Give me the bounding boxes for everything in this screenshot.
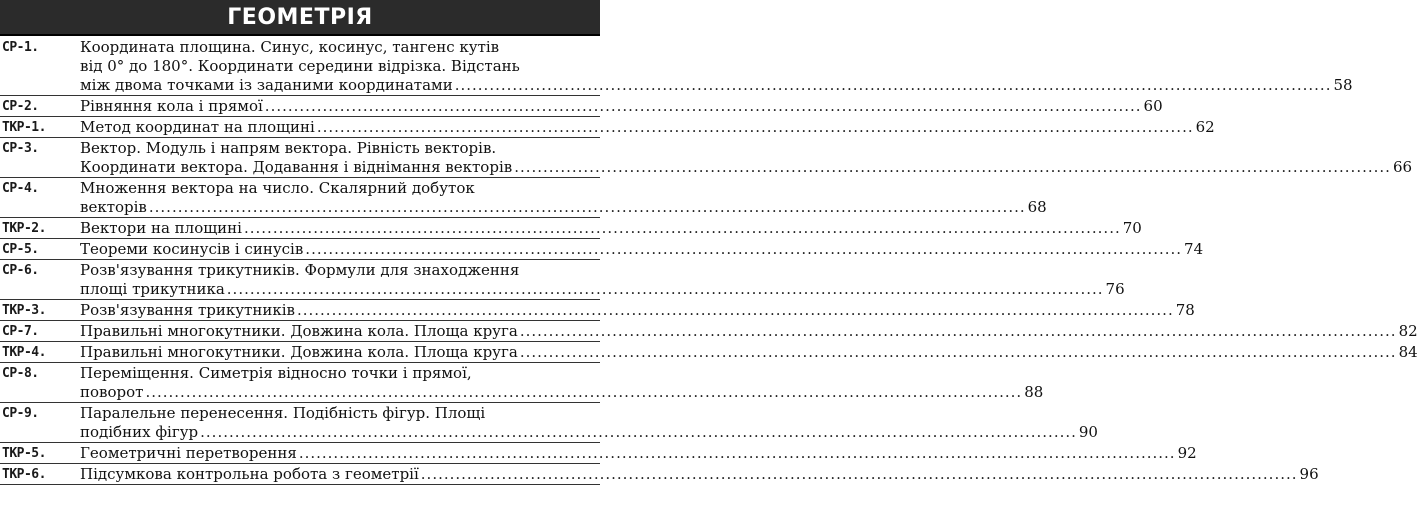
entry-code: СР-9. — [2, 406, 39, 421]
entry-code: СР-3. — [2, 141, 39, 156]
dot-leader — [520, 322, 1397, 341]
dot-leader — [514, 158, 1391, 177]
entry-title-line: Паралельне перенесення. Подібність фігур. Площі — [80, 404, 486, 422]
entry-last-line — [80, 465, 1319, 484]
entry-last-line — [80, 219, 1142, 238]
section-banner — [0, 0, 600, 36]
entry-code: СР-6. — [2, 263, 39, 278]
dot-leader — [455, 76, 1332, 95]
toc-entry[interactable] — [0, 117, 1215, 138]
entry-body — [80, 97, 1166, 116]
entry-code: СР-4. — [2, 181, 39, 196]
entry-code: ТКР-1. — [2, 120, 46, 135]
entry-title-line: площі трикутника — [80, 280, 225, 298]
page-number: 74 — [1184, 240, 1204, 258]
entry-last-line — [80, 158, 1412, 177]
entry-title-line: поворот — [80, 383, 144, 401]
entry-code: СР-5. — [2, 242, 39, 257]
entry-title-line: Розв'язування трикутників. Формули для знаходження — [80, 261, 520, 279]
entry-body — [80, 301, 1198, 320]
page-number: 82 — [1398, 322, 1418, 340]
toc-entry[interactable] — [0, 178, 1047, 218]
dot-leader — [149, 198, 1026, 217]
entry-title-line: Вектори на площині — [80, 219, 242, 237]
entry-title-line: Координата площина. Синус, косинус, тангенс кутів — [80, 38, 500, 56]
entry-last-line — [80, 301, 1195, 320]
dot-leader — [297, 301, 1174, 320]
entry-last-line — [80, 76, 1353, 95]
dot-leader — [305, 240, 1182, 259]
page-number: 60 — [1143, 97, 1163, 115]
entry-body — [80, 444, 1200, 463]
entry-last-line — [80, 383, 1043, 402]
entry-last-line — [80, 322, 1418, 341]
entry-code: ТКР-5. — [2, 446, 46, 461]
entry-title-line: Метод координат на площині — [80, 118, 315, 136]
dot-leader — [227, 280, 1104, 299]
entry-code: СР-1. — [2, 40, 39, 55]
dot-leader — [317, 118, 1194, 137]
toc-entry[interactable] — [0, 138, 1413, 178]
entry-code: СР-7. — [2, 324, 39, 339]
entry-last-line — [80, 444, 1197, 463]
page-number: 92 — [1177, 444, 1197, 462]
page-number: 58 — [1333, 76, 1353, 94]
entry-code: ТКР-2. — [2, 221, 46, 236]
entry-last-line — [80, 118, 1215, 137]
page-number: 90 — [1078, 423, 1098, 441]
toc-entry[interactable] — [0, 239, 1204, 260]
entry-code: ТКР-4. — [2, 345, 46, 360]
toc-entry[interactable] — [0, 260, 1125, 300]
entry-body — [80, 465, 1322, 484]
toc-entry[interactable] — [0, 218, 1142, 239]
entry-title-line: Теореми косинусів і синусів — [80, 240, 304, 258]
dot-leader — [421, 465, 1298, 484]
toc-entry[interactable] — [0, 321, 1418, 342]
entry-title-line: Правильні многокутники. Довжина кола. Площа круга — [80, 322, 518, 340]
entry-title-line: Геометричні перетворення — [80, 444, 297, 462]
toc-entry[interactable] — [0, 363, 1044, 403]
toc-entry[interactable] — [0, 96, 1163, 117]
entry-title-line: Переміщення. Симетрія відносно точки і прямої, — [80, 364, 472, 382]
table-of-contents — [0, 37, 1418, 485]
toc-entry[interactable] — [0, 403, 1098, 443]
toc-entry[interactable] — [0, 37, 1353, 96]
entry-title-line: Вектор. Модуль і напрям вектора. Рівність векторів. — [80, 139, 497, 157]
entry-last-line — [80, 198, 1047, 217]
entry-title-line: між двома точками із заданими координатами — [80, 76, 453, 94]
entry-title-line: Множення вектора на число. Скалярний добуток — [80, 179, 475, 197]
page-number: 84 — [1398, 343, 1418, 361]
entry-code: ТКР-3. — [2, 303, 46, 318]
entry-last-line — [80, 280, 1125, 299]
entry-body — [80, 364, 1046, 402]
entry-body — [80, 139, 1415, 177]
entry-title-line: Координати вектора. Додавання і віднімання векторів — [80, 158, 513, 176]
entry-title-line: від 0° до 180°. Координати середини відрізка. Відстань — [80, 57, 520, 75]
page-number: 96 — [1299, 465, 1319, 483]
page-number: 68 — [1027, 198, 1047, 216]
entry-title-line: подібних фігур — [80, 423, 199, 441]
entry-body — [80, 219, 1145, 238]
dot-leader — [265, 97, 1142, 116]
entry-code: СР-8. — [2, 366, 39, 381]
toc-entry[interactable] — [0, 464, 1319, 485]
entry-body — [80, 240, 1206, 259]
section-title: ГЕОМЕТРІЯ — [227, 4, 373, 30]
entry-last-line — [80, 423, 1098, 442]
toc-entry[interactable] — [0, 443, 1197, 464]
entry-title-line: Підсумкова контрольна робота з геометрії — [80, 465, 419, 483]
entry-body — [80, 118, 1218, 137]
entry-last-line — [80, 240, 1203, 259]
entry-body — [80, 343, 1421, 362]
entry-code: СР-2. — [2, 99, 39, 114]
page-number: 76 — [1105, 280, 1125, 298]
entry-last-line — [80, 343, 1418, 362]
dot-leader — [520, 343, 1397, 362]
entry-body — [80, 404, 1101, 442]
page-number: 62 — [1195, 118, 1215, 136]
page-number: 66 — [1392, 158, 1413, 176]
dot-leader — [244, 219, 1121, 238]
page-number: 70 — [1122, 219, 1142, 237]
entry-last-line — [80, 97, 1163, 116]
dot-leader — [200, 423, 1077, 442]
entry-body — [80, 179, 1050, 217]
entry-body — [80, 322, 1421, 341]
toc-entry[interactable] — [0, 342, 1418, 363]
entry-body — [80, 38, 1356, 95]
entry-title-line: Рівняння кола і прямої — [80, 97, 263, 115]
entry-title-line: Правильні многокутники. Довжина кола. Площа круга — [80, 343, 518, 361]
entry-title-line: Розв'язування трикутників — [80, 301, 295, 319]
page-number: 88 — [1024, 383, 1044, 401]
dot-leader — [145, 383, 1022, 402]
entry-code: ТКР-6. — [2, 467, 46, 482]
dot-leader — [299, 444, 1176, 463]
entry-body — [80, 261, 1128, 299]
page-number: 78 — [1175, 301, 1195, 319]
entry-title-line: векторів — [80, 198, 147, 216]
toc-entry[interactable] — [0, 300, 1195, 321]
